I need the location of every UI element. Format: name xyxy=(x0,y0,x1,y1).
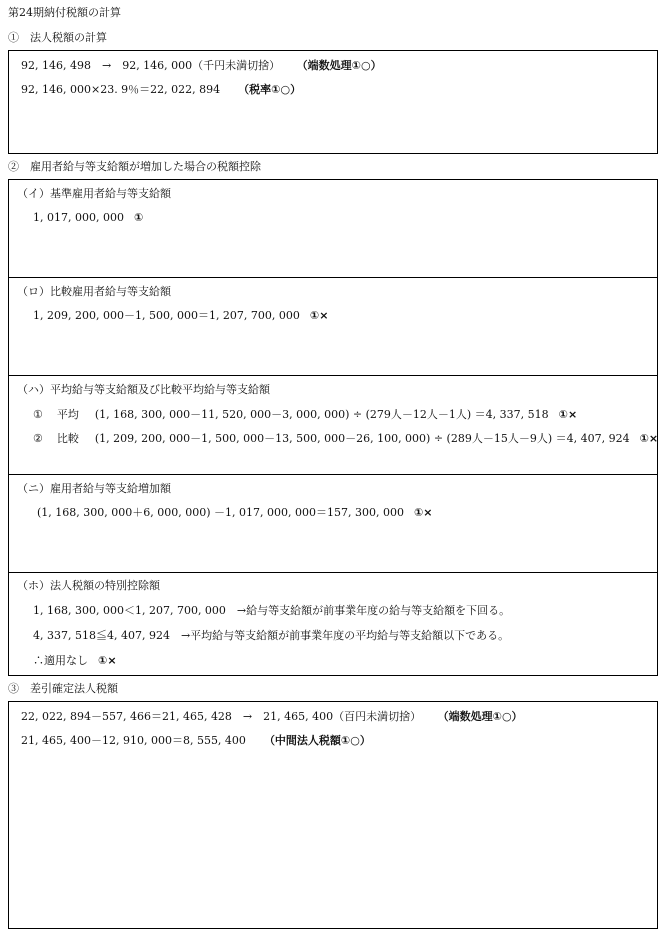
section-1-line-1 xyxy=(21,59,382,73)
comparison-salary-formula: 1, 209, 200, 000－1, 500, 000＝1, 207, 700, 000 xyxy=(33,309,300,322)
section-1-header: ① 法人税額の計算 xyxy=(8,31,107,44)
sub-ni-line xyxy=(37,506,433,520)
comparison-formula: (1, 209, 200, 000－1, 500, 000－13, 500, 000－26, 100, 000) ÷ (289人－15人－9人) ＝4, 407, 924 xyxy=(94,432,630,445)
sub-ha-line-2 xyxy=(33,432,658,446)
comparison-number: ② xyxy=(33,432,43,445)
tax-rate-mark: （税率①○） xyxy=(238,83,302,96)
base-salary-amount: 1, 017, 000, 000 xyxy=(33,211,124,224)
sub-ho-mark: ①× xyxy=(98,654,117,667)
sub-ho-line-3 xyxy=(33,654,117,668)
sub-ni-label: （ニ）雇用者給与等支給増加額 xyxy=(17,482,171,495)
divider-ha xyxy=(9,375,657,376)
interim-tax-mark: （中間法人税額①○） xyxy=(263,734,371,747)
comparison-name: 比較 xyxy=(56,432,79,445)
rounding-mark: （端数処理①○） xyxy=(302,59,382,72)
sub-ho-label: （ホ）法人税額の特別控除額 xyxy=(17,579,160,592)
section-3-box xyxy=(8,701,658,929)
salary-increase-formula: (1, 168, 300, 000＋6, 000, 000) －1, 017, 000, 000＝157, 300, 000 xyxy=(37,506,404,519)
divider-ho xyxy=(9,572,657,573)
sub-ho-line-1: 1, 168, 300, 000＜1, 207, 700, 000 →給与等支給額が前事業年度の給与等支給額を下回る。 xyxy=(33,604,511,617)
not-applicable-text: ∴適用なし xyxy=(33,654,88,667)
divider-ni xyxy=(9,474,657,475)
sub-ro-mark: ①× xyxy=(309,309,329,322)
tax-rounding-text: 92, 146, 498 → 92, 146, 000（千円未満切捨） xyxy=(21,59,281,72)
section-2-box xyxy=(8,179,658,676)
sub-ho-line-2: 4, 337, 518≦4, 407, 924 →平均給与等支給額が前事業年度の平均給与等支給額以下である。 xyxy=(33,629,510,642)
sub-i-label: （イ）基準雇用者給与等支給額 xyxy=(17,187,171,200)
section-3-line-2 xyxy=(21,734,371,748)
sub-ni-mark: ①× xyxy=(413,506,433,519)
interim-tax-text: 21, 465, 400－12, 910, 000＝8, 555, 400 xyxy=(21,734,246,747)
section-3-header: ③ 差引確定法人税額 xyxy=(8,682,118,695)
tax-rate-text: 92, 146, 000×23. 9％＝22, 022, 894 xyxy=(21,83,221,96)
comparison-mark: ①× xyxy=(639,432,659,445)
page-title: 第24期納付税額の計算 xyxy=(8,6,121,19)
average-mark: ①× xyxy=(558,408,578,421)
section-1-box xyxy=(8,50,658,154)
sub-i-mark: ① xyxy=(133,211,144,224)
sub-ha-label: （ハ）平均給与等支給額及び比較平均給与等支給額 xyxy=(17,383,270,396)
section-3-line-1 xyxy=(21,710,523,724)
net-tax-rounding-text: 22, 022, 894－557, 466＝21, 465, 428 → 21, 465, 400（百円未満切捨） xyxy=(21,710,422,723)
sub-ha-line-1 xyxy=(33,408,577,422)
sub-ro-label: （ロ）比較雇用者給与等支給額 xyxy=(17,285,171,298)
divider-ro xyxy=(9,277,657,278)
average-number: ① xyxy=(33,408,43,421)
sub-ro-line xyxy=(33,309,328,323)
net-rounding-mark: （端数処理①○） xyxy=(443,710,523,723)
average-formula: (1, 168, 300, 000－11, 520, 000－3, 000, 000) ÷ (279人－12人－1人) ＝4, 337, 518 xyxy=(94,408,549,421)
section-1-line-2 xyxy=(21,83,301,97)
section-2-header: ② 雇用者給与等支給額が増加した場合の税額控除 xyxy=(8,160,261,173)
sub-i-line xyxy=(33,211,143,225)
average-name: 平均 xyxy=(56,408,79,421)
